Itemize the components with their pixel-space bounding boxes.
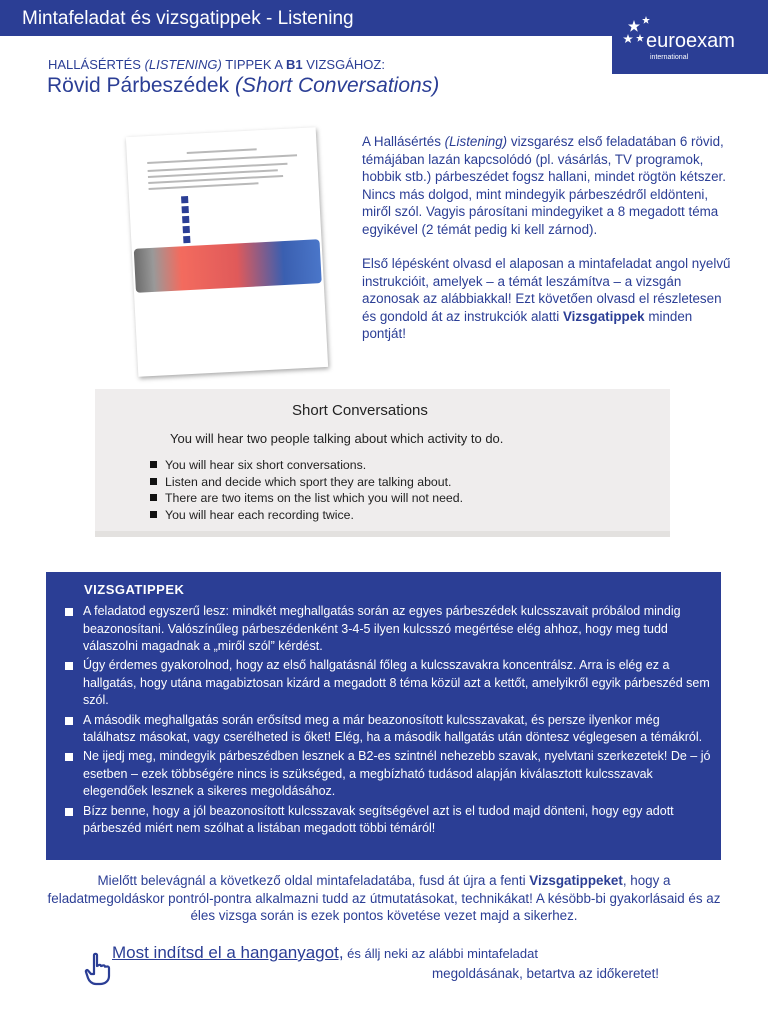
cta-main: Most indítsd el a hanganyagot, [112,943,344,962]
tip-item [64,657,714,710]
intro-text [362,133,732,360]
intro-paragraph-2 [362,255,732,343]
task-sheet-thumbnail [126,127,328,377]
thumb-box [182,216,189,223]
bullet-square-icon [150,511,157,518]
subtitle-part: VIZSGÁHOZ: [302,57,385,72]
logo-subtext: international [650,54,689,61]
instruction-item [150,507,463,524]
thumb-line [187,148,257,154]
section-subtitle [48,57,385,72]
instructions-subtitle: You will hear two people talking about which activity to do. [170,431,504,446]
subtitle-part: HALLÁSÉRTÉS [48,57,145,72]
bullet-square-icon [65,808,73,816]
pointing-hand-icon [84,952,114,986]
tip-text: Ne ijedj meg, mindegyik párbeszédben lesznek a B2-es szintnél nehezebb szavak, nyelvtani szerkezetek! De – jó esetben – ezek többségére nincs is szükséged, a megbízható tudásod alapján kiválasztott kulcsszavak elegendőek lesznek a sikeres megoldásához. [83,749,711,799]
subtitle-part-italic: (LISTENING) [144,57,222,72]
instruction-text: You will hear each recording twice. [165,507,354,522]
intro-text-run: A Hallásértés [362,134,445,149]
outro-text [46,872,722,925]
intro-text-bold: Vizsgatippek [562,308,645,324]
call-to-action-line2: megoldásának, betartva az időkeretet! [432,966,660,981]
instruction-item [150,457,463,474]
tip-item [64,748,714,801]
instruction-item [150,474,463,491]
tip-text: A feladatod egyszerű lesz: mindkét meghallgatás során az egyes párbeszédek kulcsszavait próbálod mindig beazonosítani. Valószínűleg párbeszédenként 3-4-5 ilyen kulcsszó megértése elég ahhoz, hogy meg tudd válaszolni magadnak a „miről szól” kérdést. [83,604,681,654]
intro-text-run: minden pontját! [362,308,693,341]
title-english: (Short Conversations) [234,74,440,97]
page-header-title: Mintafeladat és vizsgatippek - Listening [22,8,354,29]
logo-wordmark: euroexam [646,30,735,52]
subtitle-level: B1 [285,57,303,72]
thumb-box [182,206,189,213]
page-title [47,74,439,98]
instructions-title: Short Conversations [292,402,428,419]
instruction-item [150,490,463,507]
tips-box [46,572,721,860]
thumb-box [181,196,188,203]
tip-text: Bízz benne, hogy a jól beazonosított kulcsszavak segítségével azt is el tudod majd dönteni, hogy egy adott párbeszéd miért nem szólhat a listában megadott többi témáról! [83,803,674,836]
instruction-text: You will hear six short conversations. [165,458,367,472]
intro-text-italic: (Listening) [444,134,508,149]
bullet-square-icon [150,461,157,468]
sneakers-photo [134,239,322,293]
tips-list [64,603,714,839]
bullet-square-icon [65,753,73,761]
tips-heading: VIZSGATIPPEK [84,582,185,597]
instruction-text: Listen and decide which sport they are talking about. [165,474,452,489]
title-main: Rövid Párbeszédek [47,74,235,97]
tip-item [64,803,714,838]
tip-item [64,712,714,747]
intro-paragraph-1 [362,133,732,238]
bullet-square-icon [65,662,73,670]
thumb-box [183,226,190,233]
subtitle-part: TIPPEK A [221,57,286,72]
outro-text-bold: Vizsgatippeket [529,873,623,888]
tip-item [64,603,714,656]
bullet-square-icon [150,494,157,501]
bullet-square-icon [65,717,73,725]
tip-text: Úgy érdemes gyakorolnod, hogy az első hallgatásnál főleg a kulcsszavakra koncentrálsz. Arra is elég ez a hallgatás, hogy utána magabiztosan kizárd a megadott 8 téma közül azt a kettőt, amelyikről egyik párbeszéd sem szól. [83,658,710,708]
outro-text-run: Mielőtt belevágnál a következő oldal mintafeladatába, fusd át újra a fenti [97,873,530,888]
instructions-card [95,389,670,537]
bullet-square-icon [65,608,73,616]
instruction-text: There are two items on the list which you will not need. [165,491,464,505]
thumb-line [149,182,259,190]
instructions-list [150,457,463,523]
call-to-action [112,943,538,963]
intro-text-run: Első lépésként olvasd el alaposan a mintafeladat angol nyelvű instrukcióit, amelyek – a témát leszámítva – a vizsgán azonosak az alábbiakkal! Ezt követően olvasd el részletesen és gondold át az instrukciók alatti [362,256,731,324]
tip-text: A második meghallgatás során erősítsd meg a már beazonosított kulcsszavakat, és persze ilyenkor még találhatsz másokat, vagy cserélheted is őket! Elég, ha a második hallgatás után döntesz véglegesen a témákról. [83,712,703,745]
cta-rest: és állj neki az alábbi mintafeladat [343,946,538,961]
thumb-box [183,236,190,243]
euroexam-logo [620,16,766,68]
bullet-square-icon [150,478,157,485]
intro-text-run: vizsgarész első feladatában 6 rövid, témájában lazán kapcsolódó (pl. vásárlás, TV programok, hobbik stb.) párbeszédet fogsz hallani, mindet rögtön kétszer. Nincs más dolgod, mint mindegyik párbeszédről eldönteni, miről szól. Vagyis párosítani mindegyiket a 8 megadott téma egyikével (2 témát pedig ki kell zárnod). [362,134,726,237]
outro-text-run: , hogy a feladatmegoldáskor pontról-pontra alkalmazni tudd az útmutatásokat, technikákat! A késöbb-bi gyakorlásaid és az éles vizsga során is ezek pontos követése vezet majd a sikerhez. [47,873,721,923]
